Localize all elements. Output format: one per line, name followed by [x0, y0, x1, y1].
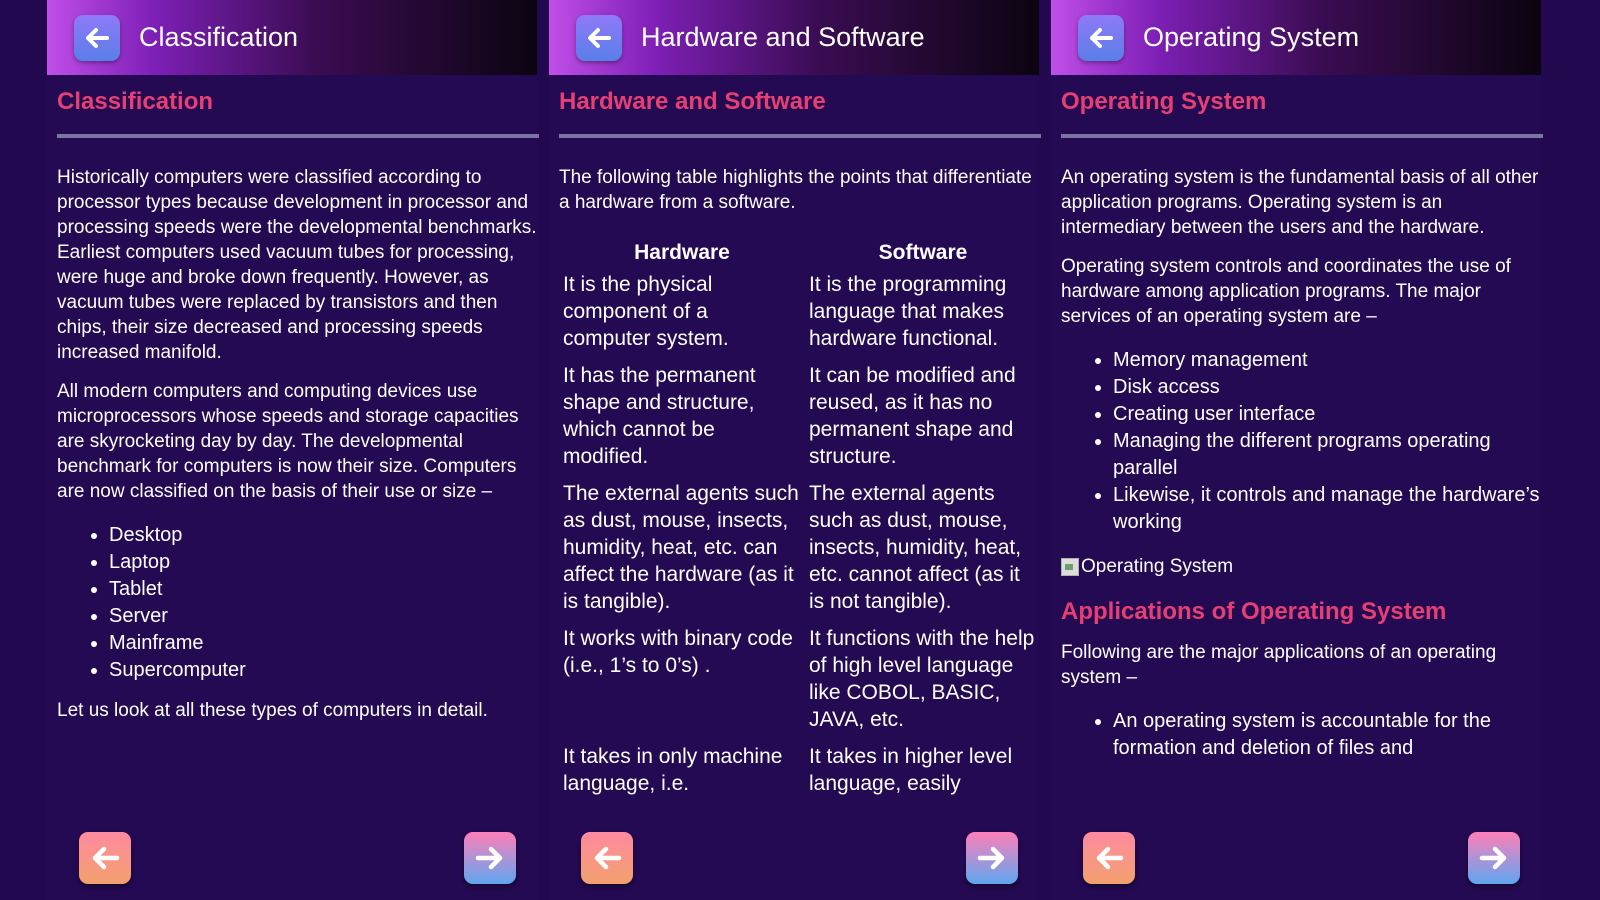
image-alt-text: Operating System: [1081, 556, 1234, 577]
paragraph: Following are the major applications of an operating system –: [1061, 642, 1497, 688]
appbar-title: Classification: [139, 22, 299, 52]
list-item: • Disk access: [1113, 374, 1543, 401]
arrow-left-icon: [1092, 841, 1126, 875]
comparison-table: [559, 237, 1041, 805]
section-title: Classification: [57, 88, 214, 115]
next-button[interactable]: [966, 832, 1018, 884]
paragraph: Historically computers were classified according to processor types because development in processor and processing speeds were the developmental benchmarks. Earliest computers used vacuum tubes for processing, were huge and broke down frequently. However, as vacuum tubes were replaced by transistors and then chips, their size decreased and processing speeds increased manifold.: [57, 167, 537, 363]
article-content[interactable]: [1061, 80, 1543, 808]
paragraph: Operating system controls and coordinates the use of hardware among application programs. The major services of an operating system are –: [1061, 256, 1511, 327]
previous-button[interactable]: [1083, 832, 1135, 884]
arrow-right-icon: [975, 841, 1009, 875]
next-button[interactable]: [1468, 832, 1520, 884]
article-content[interactable]: [57, 80, 539, 808]
bullet-list: [1061, 708, 1543, 762]
list-item: • Desktop: [109, 522, 539, 549]
broken-image-icon: [1061, 558, 1079, 576]
table-cell: The external agents such as dust, mouse, insects, humidity, heat, etc. can affect the hardware (as it is tangible).: [563, 482, 799, 613]
appbar-title: Operating System: [1143, 22, 1360, 52]
panel-hardware-software: [549, 0, 1039, 900]
app-bar: [549, 0, 1039, 75]
table-cell: It functions with the help of high level language like COBOL, BASIC, JAVA, etc.: [809, 627, 1035, 731]
previous-button[interactable]: [581, 832, 633, 884]
list-item: • Likewise, it controls and manage the hardware’s working: [1113, 482, 1543, 536]
table-cell: It can be modified and reused, as it has no permanent shape and structure.: [809, 364, 1016, 468]
app-bar: [1051, 0, 1541, 75]
list-item: • Supercomputer: [109, 657, 539, 684]
table-row: [559, 623, 1041, 741]
list-item: • Creating user interface: [1113, 401, 1543, 428]
list-item: • Managing the different programs operating parallel: [1113, 428, 1543, 482]
arrow-right-icon: [1477, 841, 1511, 875]
table-cell: It is the physical component of a computer system.: [563, 273, 729, 350]
back-button[interactable]: [576, 15, 622, 61]
arrow-left-icon: [88, 841, 122, 875]
table-cell: It is the programming language that makes hardware functional.: [809, 273, 1007, 350]
table-header-row: [559, 237, 1041, 269]
section-title: Operating System: [1061, 88, 1267, 115]
divider: [57, 134, 539, 138]
arrow-right-icon: [473, 841, 507, 875]
panel-operating-system: [1051, 0, 1541, 900]
bullet-list: [57, 522, 539, 684]
arrow-left-icon: [83, 24, 111, 52]
bullet-list: [1061, 347, 1543, 536]
appbar-title: Hardware and Software: [641, 22, 925, 52]
arrow-left-icon: [1087, 24, 1115, 52]
arrow-left-icon: [585, 24, 613, 52]
table-cell: It takes in higher level language, easily: [809, 745, 1013, 795]
table-row: [559, 360, 1041, 478]
list-item: • Mainframe: [109, 630, 539, 657]
panel-classification: [47, 0, 537, 900]
list-item: • An operating system is accountable for the formation and deletion of files and: [1113, 708, 1543, 762]
next-button[interactable]: [464, 832, 516, 884]
list-item: • Tablet: [109, 576, 539, 603]
table-cell: It works with binary code (i.e., 1’s to 0’s) .: [563, 627, 793, 677]
previous-button[interactable]: [79, 832, 131, 884]
divider: [1061, 134, 1543, 138]
table-row: [559, 741, 1041, 805]
paragraph: All modern computers and computing devices use microprocessors whose speeds and storage capacities are skyrocketing day by day. The developmental benchmark for computers is now their size. Computers are now classified on the basis of their use or size –: [57, 381, 519, 502]
divider: [559, 134, 1041, 138]
article-content[interactable]: [559, 80, 1041, 808]
table-row: [559, 269, 1041, 360]
list-item: • Memory management: [1113, 347, 1543, 374]
table-cell: It takes in only machine language, i.e.: [563, 745, 783, 795]
subheading: Applications of Operating System: [1061, 598, 1447, 625]
table-row: [559, 478, 1041, 623]
broken-image: [1061, 556, 1543, 578]
back-button[interactable]: [1078, 15, 1124, 61]
column-header: Hardware: [634, 241, 730, 264]
paragraph: An operating system is the fundamental basis of all other application programs. Operating system is an intermediary between the users and the hardware.: [1061, 167, 1539, 238]
list-item: • Server: [109, 603, 539, 630]
column-header: Software: [878, 241, 968, 264]
paragraph: The following table highlights the points that differentiate a hardware from a software.: [559, 167, 1032, 213]
paragraph: Let us look at all these types of computers in detail.: [57, 700, 488, 721]
app-bar: [47, 0, 537, 75]
arrow-left-icon: [590, 841, 624, 875]
section-title: Hardware and Software: [559, 88, 826, 115]
table-cell: It has the permanent shape and structure, which cannot be modified.: [563, 364, 756, 468]
back-button[interactable]: [74, 15, 120, 61]
table-cell: The external agents such as dust, mouse, insects, humidity, heat, etc. cannot affect (as it is not tangible).: [809, 482, 1022, 613]
list-item: • Laptop: [109, 549, 539, 576]
